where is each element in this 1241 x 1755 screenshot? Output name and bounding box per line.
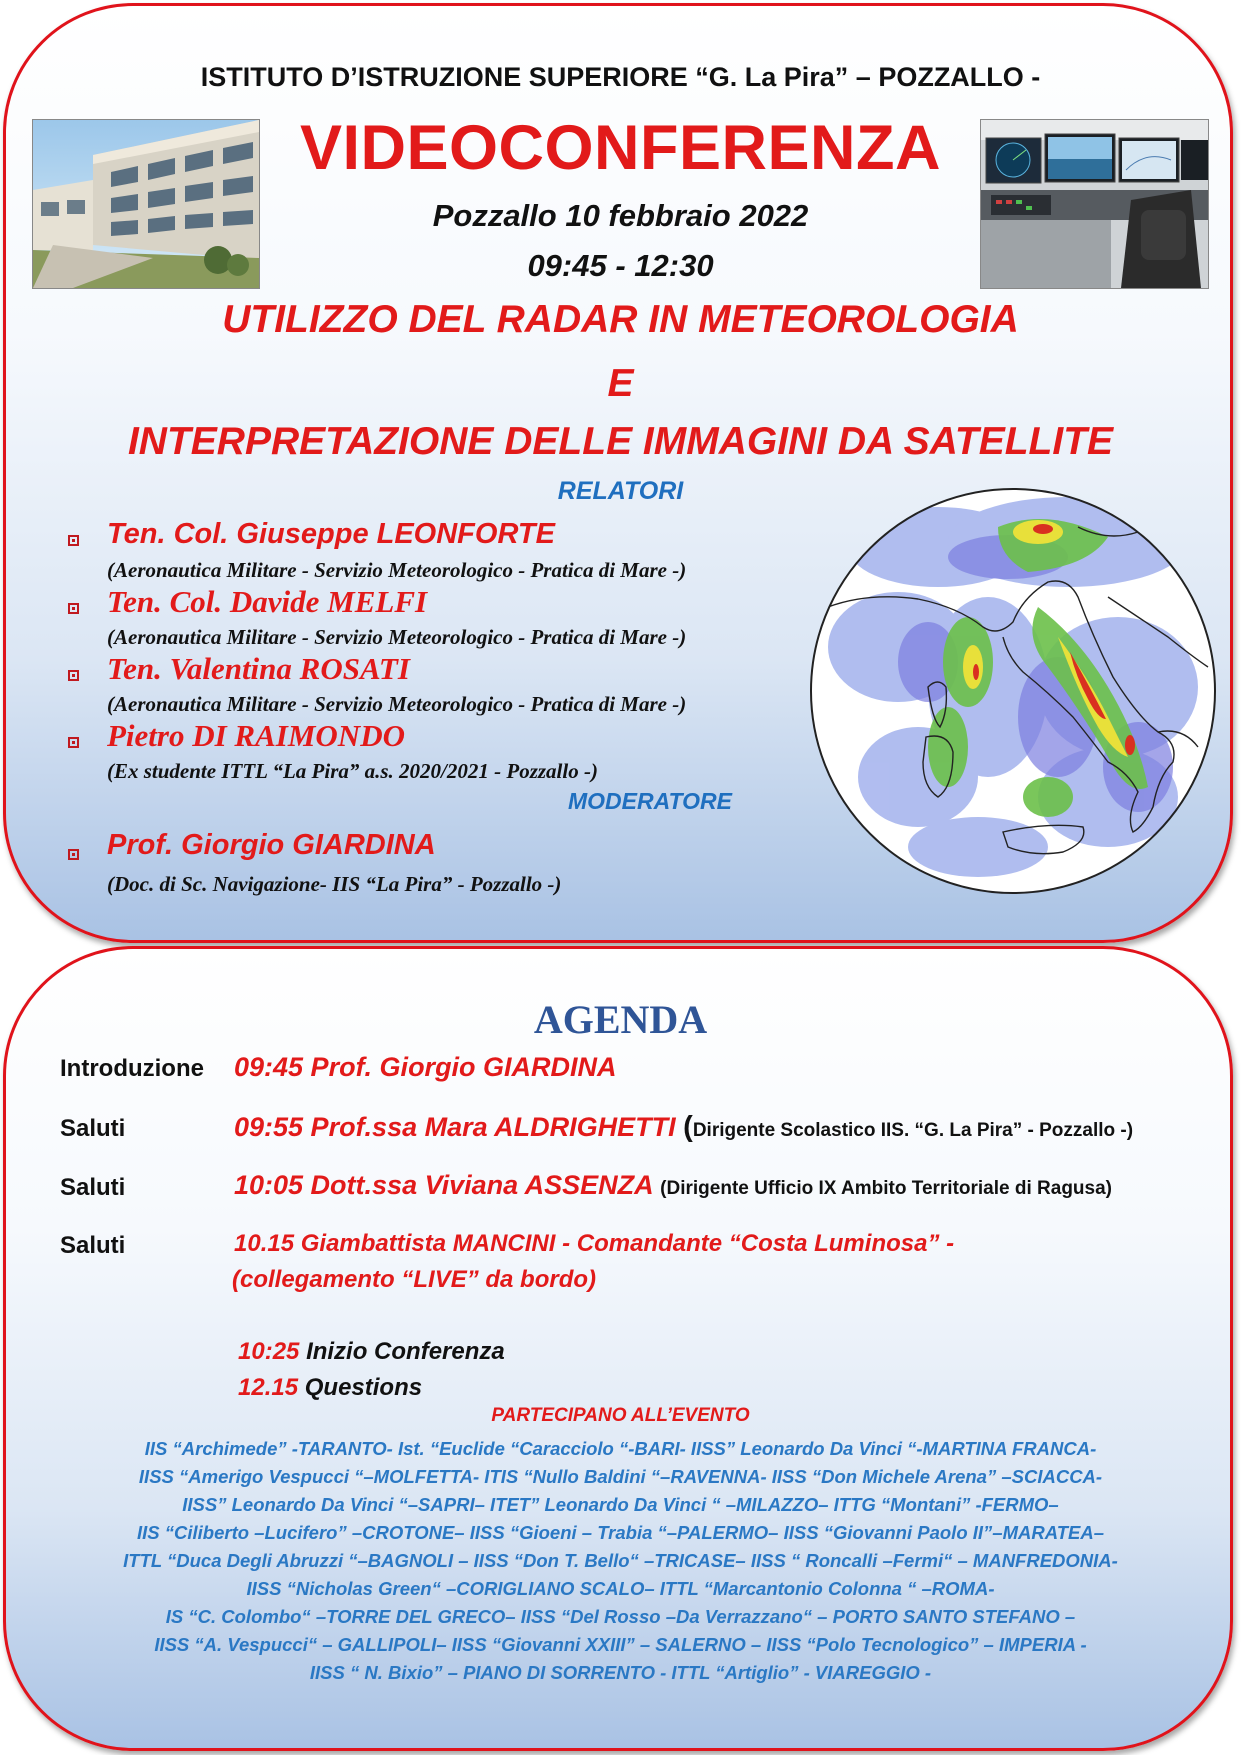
agenda-item-note: Dirigente Scolastico IIS. “G. La Pira” - Pozzallo -) xyxy=(692,1120,1134,1141)
moderator-name: Prof. Giorgio GIARDINA xyxy=(107,829,436,861)
ship-bridge-simulator-photo xyxy=(980,119,1209,289)
schedule-label: Questions xyxy=(304,1374,423,1401)
speaker-name: Ten. Col. Davide MELFI xyxy=(107,584,428,619)
topic-line-1: UTILIZZO DEL RADAR IN METEOROLOGIA xyxy=(222,298,1019,341)
bullet-icon xyxy=(68,737,79,748)
participant-schools-line: IISS “Nicholas Green“ –CORIGLIANO SCALO– ITTL “Marcantonio Colonna “ –ROMA- xyxy=(246,1578,995,1599)
speaker-affiliation: (Aeronautica Militare - Servizio Meteorologico - Pratica di Mare -) xyxy=(107,558,687,582)
agenda-item-label: Saluti xyxy=(60,1232,126,1259)
participant-schools-line: IS “C. Colombo“ –TORRE DEL GRECO– IISS “Del Rosso –Da Verrazzano“ – PORTO SANTO STEFANO – xyxy=(165,1606,1076,1627)
speaker-affiliation: (Aeronautica Militare - Servizio Meteorologico - Pratica di Mare -) xyxy=(107,692,687,716)
agenda-heading: AGENDA xyxy=(533,997,708,1042)
schedule-time: 10:25 xyxy=(238,1338,300,1365)
speaker-name: Ten. Valentina ROSATI xyxy=(107,651,410,686)
schedule-row xyxy=(238,1338,505,1366)
participant-schools-line: IISS “Amerigo Vespucci “–MOLFETTA- ITIS “Nullo Baldini “–RAVENNA- IISS “Don Michele Arena” –SCIACCA- xyxy=(138,1466,1103,1487)
school-building-photo xyxy=(32,119,260,289)
agenda-item-text: 09:45 Prof. Giorgio GIARDINA xyxy=(234,1052,617,1082)
agenda-item-label: Saluti xyxy=(60,1174,126,1201)
participant-schools-line: ITTL “Duca Degli Abruzzi “–BAGNOLI – IISS “Don T. Bello“ –TRICASE– IISS “ Roncalli –Fermi“ – MANFREDONIA- xyxy=(123,1550,1118,1571)
moderator-affiliation: (Doc. di Sc. Navigazione- IIS “La Pira” - Pozzallo -) xyxy=(107,872,562,896)
bullet-icon xyxy=(68,603,79,614)
schedule-label: Inizio Conferenza xyxy=(306,1338,505,1365)
institute-name: ISTITUTO D’ISTRUZIONE SUPERIORE “G. La Pira” – POZZALLO - xyxy=(200,62,1041,92)
participants-heading: PARTECIPANO ALL’EVENTO xyxy=(491,1405,750,1426)
event-time: 09:45 - 12:30 xyxy=(527,248,714,283)
schedule-row xyxy=(238,1374,422,1402)
bullet-icon xyxy=(68,670,79,681)
participant-schools-line: IISS “A. Vespucci“ – GALLIPOLI– IISS “Giovanni XXIII” – SALERNO – IISS “Polo Tecnologico” – IMPERIA - xyxy=(154,1634,1087,1655)
agenda-item-text: 09:55 Prof.ssa Mara ALDRIGHETTI xyxy=(234,1112,676,1142)
schedule-time: 12.15 xyxy=(238,1374,299,1401)
speaker-affiliation: (Ex studente ITTL “La Pira” a.s. 2020/2021 - Pozzallo -) xyxy=(107,759,598,783)
agenda-item-paren: ( xyxy=(683,1111,693,1143)
event-title: VIDEOCONFERENZA xyxy=(299,113,942,183)
agenda-item-text: 10.15 Giambattista MANCINI - Comandante “Costa Luminosa” - xyxy=(234,1230,955,1257)
event-date: Pozzallo 10 febbraio 2022 xyxy=(432,198,809,233)
agenda-item-row xyxy=(234,1111,1133,1144)
bullet-icon xyxy=(68,849,79,860)
speaker-name: Ten. Col. Giuseppe LEONFORTE xyxy=(107,518,555,550)
agenda-item-label: Introduzione xyxy=(60,1055,204,1082)
speakers-heading: RELATORI xyxy=(557,477,684,505)
moderator-heading: MODERATORE xyxy=(568,788,732,814)
agenda-item-note: (Dirigente Ufficio IX Ambito Territoriale di Ragusa) xyxy=(660,1178,1112,1199)
agenda-item-text: 10:05 Dott.ssa Viviana ASSENZA xyxy=(234,1170,653,1200)
topic-line-2: INTERPRETAZIONE DELLE IMMAGINI DA SATELLITE xyxy=(127,420,1114,463)
weather-radar-map xyxy=(808,487,1218,895)
topic-conjunction: E xyxy=(607,362,634,405)
agenda-item-row xyxy=(234,1170,1112,1201)
participant-schools-line: IISS” Leonardo Da Vinci “–SAPRI– ITET” Leonardo Da Vinci “ –MILAZZO– ITTG “Montani” -FERMO– xyxy=(182,1494,1059,1515)
participant-schools-line: IIS “Archimede” -TARANTO- Ist. “Euclide “Caracciolo “-BARI- IISS” Leonardo Da Vinci “-MARTINA FRANCA- xyxy=(144,1438,1097,1459)
speaker-name: Pietro DI RAIMONDO xyxy=(107,718,405,753)
agenda-item-text-2: (collegamento “LIVE” da bordo) xyxy=(232,1266,597,1293)
participant-schools-line: IISS “ N. Bixio” – PIANO DI SORRENTO - ITTL “Artiglio” - VIAREGGIO - xyxy=(309,1662,932,1683)
agenda-item-label: Saluti xyxy=(60,1115,126,1142)
speaker-affiliation: (Aeronautica Militare - Servizio Meteorologico - Pratica di Mare -) xyxy=(107,625,687,649)
bullet-icon xyxy=(68,535,79,546)
participant-schools-line: IIS “Ciliberto –Lucifero” –CROTONE– IISS “Gioeni – Trabia “–PALERMO– IISS “Giovanni Paolo II”–MARATEA– xyxy=(137,1522,1104,1543)
